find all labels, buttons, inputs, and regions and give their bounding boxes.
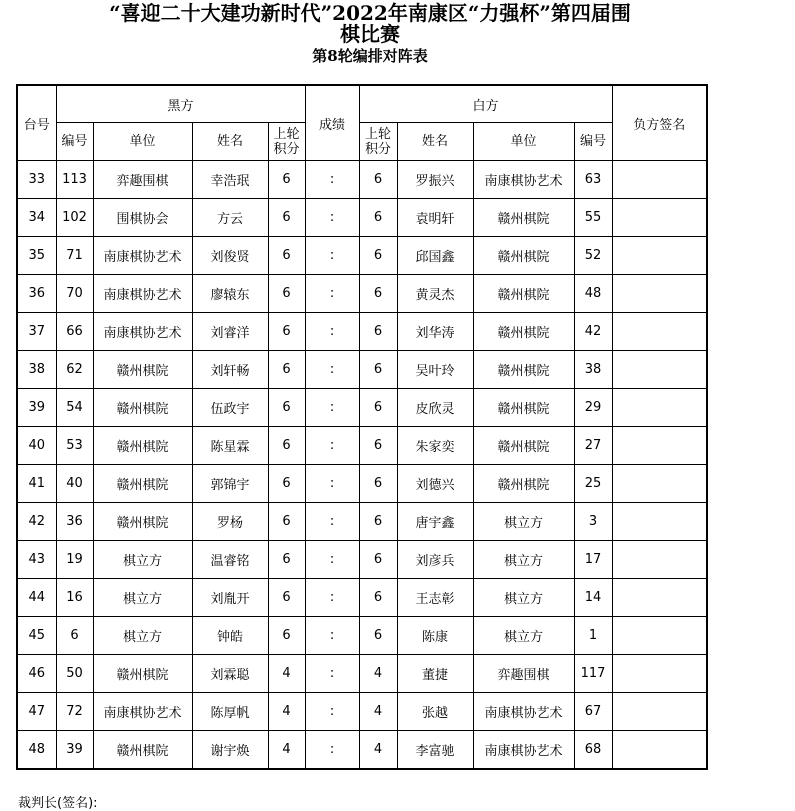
black-score-cell: 6 bbox=[268, 199, 305, 237]
white-name-cell: 王志彰 bbox=[397, 579, 473, 617]
white-number-cell: 29 bbox=[574, 389, 612, 427]
result-cell: : bbox=[305, 199, 359, 237]
result-cell: : bbox=[305, 275, 359, 313]
table-row bbox=[17, 579, 707, 617]
black-name-cell: 方云 bbox=[192, 199, 268, 237]
loser-signature-cell[interactable] bbox=[612, 579, 707, 617]
result-cell: : bbox=[305, 541, 359, 579]
header-black-prev-score-text: 上轮 积分 bbox=[273, 126, 300, 157]
white-number-cell: 63 bbox=[574, 161, 612, 199]
black-unit-cell: 赣州棋院 bbox=[93, 389, 192, 427]
table-row bbox=[17, 503, 707, 541]
black-number-cell: 50 bbox=[56, 655, 93, 693]
white-unit-cell: 南康棋协艺术 bbox=[473, 731, 574, 770]
black-number-cell: 36 bbox=[56, 503, 93, 541]
loser-signature-cell[interactable] bbox=[612, 161, 707, 199]
white-number-cell: 52 bbox=[574, 237, 612, 275]
header-black-unit: 单位 bbox=[93, 123, 192, 161]
white-score-cell: 6 bbox=[359, 389, 397, 427]
table-row bbox=[17, 275, 707, 313]
white-score-cell: 6 bbox=[359, 465, 397, 503]
white-name-cell: 邱国鑫 bbox=[397, 237, 473, 275]
chief-referee-signature-label: 裁判长(签名): bbox=[18, 796, 98, 811]
header-black-prev-score bbox=[268, 123, 305, 161]
white-number-cell: 117 bbox=[574, 655, 612, 693]
header-loser-sign: 负方签名 bbox=[612, 85, 707, 161]
table-row bbox=[17, 617, 707, 655]
white-number-cell: 48 bbox=[574, 275, 612, 313]
result-cell: : bbox=[305, 237, 359, 275]
result-cell: : bbox=[305, 427, 359, 465]
table-no-cell: 45 bbox=[17, 617, 56, 655]
result-cell: : bbox=[305, 579, 359, 617]
loser-signature-cell[interactable] bbox=[612, 617, 707, 655]
loser-signature-cell[interactable] bbox=[612, 655, 707, 693]
result-cell: : bbox=[305, 465, 359, 503]
table-no-cell: 39 bbox=[17, 389, 56, 427]
loser-signature-cell[interactable] bbox=[612, 427, 707, 465]
header-row-1 bbox=[17, 85, 707, 123]
white-unit-cell: 赣州棋院 bbox=[473, 351, 574, 389]
table-no-cell: 47 bbox=[17, 693, 56, 731]
white-unit-cell: 赣州棋院 bbox=[473, 237, 574, 275]
table-row bbox=[17, 655, 707, 693]
table-no-cell: 48 bbox=[17, 731, 56, 770]
loser-signature-cell[interactable] bbox=[612, 237, 707, 275]
pairing-table bbox=[16, 84, 708, 770]
black-score-cell: 6 bbox=[268, 541, 305, 579]
black-number-cell: 6 bbox=[56, 617, 93, 655]
loser-signature-cell[interactable] bbox=[612, 351, 707, 389]
white-score-cell: 6 bbox=[359, 161, 397, 199]
white-unit-cell: 南康棋协艺术 bbox=[473, 161, 574, 199]
black-name-cell: 刘轩畅 bbox=[192, 351, 268, 389]
black-number-cell: 40 bbox=[56, 465, 93, 503]
header-black-name: 姓名 bbox=[192, 123, 268, 161]
black-name-cell: 刘胤开 bbox=[192, 579, 268, 617]
white-name-cell: 袁明轩 bbox=[397, 199, 473, 237]
white-unit-cell: 赣州棋院 bbox=[473, 389, 574, 427]
black-name-cell: 刘霖聪 bbox=[192, 655, 268, 693]
black-unit-cell: 围棋协会 bbox=[93, 199, 192, 237]
black-number-cell: 71 bbox=[56, 237, 93, 275]
loser-signature-cell[interactable] bbox=[612, 465, 707, 503]
result-cell: : bbox=[305, 731, 359, 770]
white-score-cell: 6 bbox=[359, 313, 397, 351]
white-name-cell: 董捷 bbox=[397, 655, 473, 693]
black-score-cell: 6 bbox=[268, 313, 305, 351]
white-score-cell: 6 bbox=[359, 427, 397, 465]
white-name-cell: 黄灵杰 bbox=[397, 275, 473, 313]
table-no-cell: 36 bbox=[17, 275, 56, 313]
document-subtitle: 第8轮编排对阵表 bbox=[312, 47, 428, 65]
white-unit-cell: 赣州棋院 bbox=[473, 465, 574, 503]
black-unit-cell: 赣州棋院 bbox=[93, 427, 192, 465]
table-no-cell: 33 bbox=[17, 161, 56, 199]
black-name-cell: 钟皓 bbox=[192, 617, 268, 655]
header-white-prev-score bbox=[359, 123, 397, 161]
white-number-cell: 68 bbox=[574, 731, 612, 770]
white-number-cell: 1 bbox=[574, 617, 612, 655]
white-name-cell: 皮欣灵 bbox=[397, 389, 473, 427]
table-row bbox=[17, 237, 707, 275]
black-unit-cell: 棋立方 bbox=[93, 579, 192, 617]
loser-signature-cell[interactable] bbox=[612, 313, 707, 351]
black-score-cell: 4 bbox=[268, 693, 305, 731]
table-no-cell: 46 bbox=[17, 655, 56, 693]
document-title-line2: 棋比赛 bbox=[340, 22, 400, 46]
header-row-2 bbox=[17, 123, 707, 161]
white-score-cell: 6 bbox=[359, 579, 397, 617]
black-unit-cell: 棋立方 bbox=[93, 541, 192, 579]
black-score-cell: 6 bbox=[268, 275, 305, 313]
white-name-cell: 张越 bbox=[397, 693, 473, 731]
black-number-cell: 53 bbox=[56, 427, 93, 465]
white-unit-cell: 赣州棋院 bbox=[473, 313, 574, 351]
loser-signature-cell[interactable] bbox=[612, 541, 707, 579]
result-cell: : bbox=[305, 503, 359, 541]
table-no-cell: 42 bbox=[17, 503, 56, 541]
black-unit-cell: 赣州棋院 bbox=[93, 465, 192, 503]
black-score-cell: 6 bbox=[268, 427, 305, 465]
white-score-cell: 6 bbox=[359, 541, 397, 579]
black-number-cell: 113 bbox=[56, 161, 93, 199]
white-name-cell: 刘德兴 bbox=[397, 465, 473, 503]
black-name-cell: 伍政宇 bbox=[192, 389, 268, 427]
black-number-cell: 16 bbox=[56, 579, 93, 617]
black-name-cell: 温睿铭 bbox=[192, 541, 268, 579]
white-score-cell: 6 bbox=[359, 351, 397, 389]
table-no-cell: 34 bbox=[17, 199, 56, 237]
table-no-cell: 40 bbox=[17, 427, 56, 465]
white-number-cell: 67 bbox=[574, 693, 612, 731]
white-number-cell: 17 bbox=[574, 541, 612, 579]
header-white-unit: 单位 bbox=[473, 123, 574, 161]
white-unit-cell: 赣州棋院 bbox=[473, 275, 574, 313]
black-unit-cell: 弈趣围棋 bbox=[93, 161, 192, 199]
white-score-cell: 6 bbox=[359, 199, 397, 237]
result-cell: : bbox=[305, 161, 359, 199]
black-score-cell: 4 bbox=[268, 655, 305, 693]
table-row bbox=[17, 731, 707, 770]
black-name-cell: 刘俊贤 bbox=[192, 237, 268, 275]
table-row bbox=[17, 313, 707, 351]
black-name-cell: 罗杨 bbox=[192, 503, 268, 541]
black-name-cell: 幸浩珉 bbox=[192, 161, 268, 199]
result-cell: : bbox=[305, 389, 359, 427]
white-number-cell: 25 bbox=[574, 465, 612, 503]
white-unit-cell: 棋立方 bbox=[473, 617, 574, 655]
black-number-cell: 66 bbox=[56, 313, 93, 351]
black-name-cell: 廖辕东 bbox=[192, 275, 268, 313]
header-white: 白方 bbox=[359, 85, 612, 123]
black-score-cell: 6 bbox=[268, 161, 305, 199]
white-unit-cell: 棋立方 bbox=[473, 579, 574, 617]
white-unit-cell: 南康棋协艺术 bbox=[473, 693, 574, 731]
white-unit-cell: 棋立方 bbox=[473, 541, 574, 579]
white-score-cell: 4 bbox=[359, 693, 397, 731]
black-number-cell: 54 bbox=[56, 389, 93, 427]
black-unit-cell: 南康棋协艺术 bbox=[93, 313, 192, 351]
black-unit-cell: 棋立方 bbox=[93, 617, 192, 655]
loser-signature-cell[interactable] bbox=[612, 731, 707, 770]
black-unit-cell: 南康棋协艺术 bbox=[93, 275, 192, 313]
black-score-cell: 6 bbox=[268, 389, 305, 427]
white-name-cell: 陈康 bbox=[397, 617, 473, 655]
white-score-cell: 6 bbox=[359, 237, 397, 275]
header-black: 黑方 bbox=[56, 85, 305, 123]
black-score-cell: 6 bbox=[268, 579, 305, 617]
header-white-name: 姓名 bbox=[397, 123, 473, 161]
black-number-cell: 102 bbox=[56, 199, 93, 237]
loser-signature-cell[interactable] bbox=[612, 389, 707, 427]
loser-signature-cell[interactable] bbox=[612, 503, 707, 541]
header-table-no: 台号 bbox=[17, 85, 56, 161]
white-name-cell: 朱家奕 bbox=[397, 427, 473, 465]
black-number-cell: 19 bbox=[56, 541, 93, 579]
black-unit-cell: 赣州棋院 bbox=[93, 351, 192, 389]
result-cell: : bbox=[305, 693, 359, 731]
black-score-cell: 6 bbox=[268, 617, 305, 655]
table-no-cell: 37 bbox=[17, 313, 56, 351]
table-no-cell: 44 bbox=[17, 579, 56, 617]
black-number-cell: 62 bbox=[56, 351, 93, 389]
black-unit-cell: 赣州棋院 bbox=[93, 655, 192, 693]
white-number-cell: 38 bbox=[574, 351, 612, 389]
white-number-cell: 42 bbox=[574, 313, 612, 351]
black-name-cell: 刘睿洋 bbox=[192, 313, 268, 351]
black-name-cell: 郭锦宇 bbox=[192, 465, 268, 503]
result-cell: : bbox=[305, 655, 359, 693]
loser-signature-cell[interactable] bbox=[612, 199, 707, 237]
black-name-cell: 陈厚帆 bbox=[192, 693, 268, 731]
table-no-cell: 35 bbox=[17, 237, 56, 275]
white-score-cell: 4 bbox=[359, 731, 397, 770]
header-white-number: 编号 bbox=[574, 123, 612, 161]
white-score-cell: 4 bbox=[359, 655, 397, 693]
black-unit-cell: 赣州棋院 bbox=[93, 731, 192, 770]
table-row bbox=[17, 427, 707, 465]
result-cell: : bbox=[305, 351, 359, 389]
black-number-cell: 72 bbox=[56, 693, 93, 731]
black-number-cell: 70 bbox=[56, 275, 93, 313]
header-result: 成绩 bbox=[305, 85, 359, 161]
white-unit-cell: 赣州棋院 bbox=[473, 199, 574, 237]
black-score-cell: 6 bbox=[268, 503, 305, 541]
white-number-cell: 55 bbox=[574, 199, 612, 237]
white-unit-cell: 赣州棋院 bbox=[473, 427, 574, 465]
white-name-cell: 李富驰 bbox=[397, 731, 473, 770]
white-score-cell: 6 bbox=[359, 503, 397, 541]
loser-signature-cell[interactable] bbox=[612, 275, 707, 313]
white-name-cell: 唐宇鑫 bbox=[397, 503, 473, 541]
white-number-cell: 14 bbox=[574, 579, 612, 617]
table-no-cell: 43 bbox=[17, 541, 56, 579]
black-score-cell: 6 bbox=[268, 237, 305, 275]
black-score-cell: 6 bbox=[268, 465, 305, 503]
black-unit-cell: 南康棋协艺术 bbox=[93, 237, 192, 275]
table-row bbox=[17, 465, 707, 503]
loser-signature-cell[interactable] bbox=[612, 693, 707, 731]
black-unit-cell: 赣州棋院 bbox=[93, 503, 192, 541]
white-name-cell: 罗振兴 bbox=[397, 161, 473, 199]
table-row bbox=[17, 541, 707, 579]
table-row bbox=[17, 199, 707, 237]
white-name-cell: 刘彦兵 bbox=[397, 541, 473, 579]
table-no-cell: 38 bbox=[17, 351, 56, 389]
table-no-cell: 41 bbox=[17, 465, 56, 503]
black-unit-cell: 南康棋协艺术 bbox=[93, 693, 192, 731]
white-name-cell: 刘华涛 bbox=[397, 313, 473, 351]
header-black-number: 编号 bbox=[56, 123, 93, 161]
white-number-cell: 3 bbox=[574, 503, 612, 541]
table-row bbox=[17, 161, 707, 199]
result-cell: : bbox=[305, 617, 359, 655]
white-unit-cell: 弈趣围棋 bbox=[473, 655, 574, 693]
document-title-line1: “喜迎二十大建功新时代”2022年南康区“力强杯”第四届围 bbox=[109, 1, 631, 25]
black-score-cell: 4 bbox=[268, 731, 305, 770]
table-row bbox=[17, 351, 707, 389]
black-number-cell: 39 bbox=[56, 731, 93, 770]
black-name-cell: 陈星霖 bbox=[192, 427, 268, 465]
result-cell: : bbox=[305, 313, 359, 351]
white-score-cell: 6 bbox=[359, 617, 397, 655]
black-score-cell: 6 bbox=[268, 351, 305, 389]
white-number-cell: 27 bbox=[574, 427, 612, 465]
black-name-cell: 谢宇焕 bbox=[192, 731, 268, 770]
white-name-cell: 吴叶玲 bbox=[397, 351, 473, 389]
header-white-prev-score-text: 上轮 积分 bbox=[365, 126, 392, 157]
table-row bbox=[17, 389, 707, 427]
white-unit-cell: 棋立方 bbox=[473, 503, 574, 541]
white-score-cell: 6 bbox=[359, 275, 397, 313]
table-row bbox=[17, 693, 707, 731]
